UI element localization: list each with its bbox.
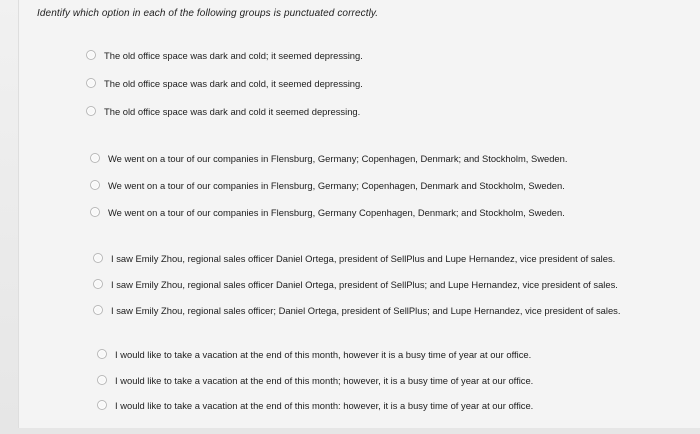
question-card [18,0,700,428]
answer-option[interactable] [93,303,620,317]
radio-button[interactable] [97,375,107,385]
radio-button[interactable] [97,400,107,410]
radio-button[interactable] [86,106,96,116]
radio-button[interactable] [86,50,96,60]
answer-option-label: I saw Emily Zhou, regional sales officer; Daniel Ortega, president of SellPlus; and Lupe Hernandez, vice president of sales. [111,304,621,316]
answer-option-label: We went on a tour of our companies in Flensburg, Germany; Copenhagen, Denmark and Stockholm, Sweden. [108,179,565,191]
radio-button[interactable] [97,349,107,359]
radio-button[interactable] [93,279,103,289]
radio-button[interactable] [90,153,100,163]
question-prompt: Identify which option in each of the following groups is punctuated correctly. [37,8,379,19]
answer-option[interactable] [97,373,533,387]
answer-option[interactable] [97,347,531,361]
radio-button[interactable] [90,207,100,217]
answer-option-label: I saw Emily Zhou, regional sales officer Daniel Ortega, president of SellPlus and Lupe Hernandez, vice president of sales. [111,252,616,264]
answer-option-label: We went on a tour of our companies in Flensburg, Germany; Copenhagen, Denmark; and Stockholm, Sweden. [108,152,568,164]
answer-option-label: The old office space was dark and cold it seemed depressing. [104,105,361,117]
answer-option[interactable] [86,76,363,90]
answer-option[interactable] [90,178,565,192]
answer-option[interactable] [86,48,363,62]
answer-option[interactable] [90,205,565,219]
answer-option[interactable] [93,277,618,291]
answer-option[interactable] [97,398,533,412]
radio-button[interactable] [86,78,96,88]
answer-option-label: I would like to take a vacation at the end of this month, however it is a busy time of year at our office. [115,348,532,360]
answer-option-label: We went on a tour of our companies in Flensburg, Germany Copenhagen, Denmark; and Stockholm, Sweden. [108,206,565,218]
answer-option[interactable] [90,151,567,165]
answer-option-label: I would like to take a vacation at the end of this month: however, it is a busy time of year at our office. [115,399,534,411]
answer-option[interactable] [93,251,615,265]
answer-option-label: I saw Emily Zhou, regional sales officer Daniel Ortega, president of SellPlus; and Lupe Hernandez, vice president of sales. [111,278,618,290]
answer-option-label: The old office space was dark and cold; it seemed depressing. [104,49,363,61]
answer-option-label: I would like to take a vacation at the end of this month; however, it is a busy time of year at our office. [115,374,534,386]
answer-option[interactable] [86,104,360,118]
radio-button[interactable] [90,180,100,190]
radio-button[interactable] [93,305,103,315]
answer-option-label: The old office space was dark and cold, it seemed depressing. [104,77,363,89]
radio-button[interactable] [93,253,103,263]
